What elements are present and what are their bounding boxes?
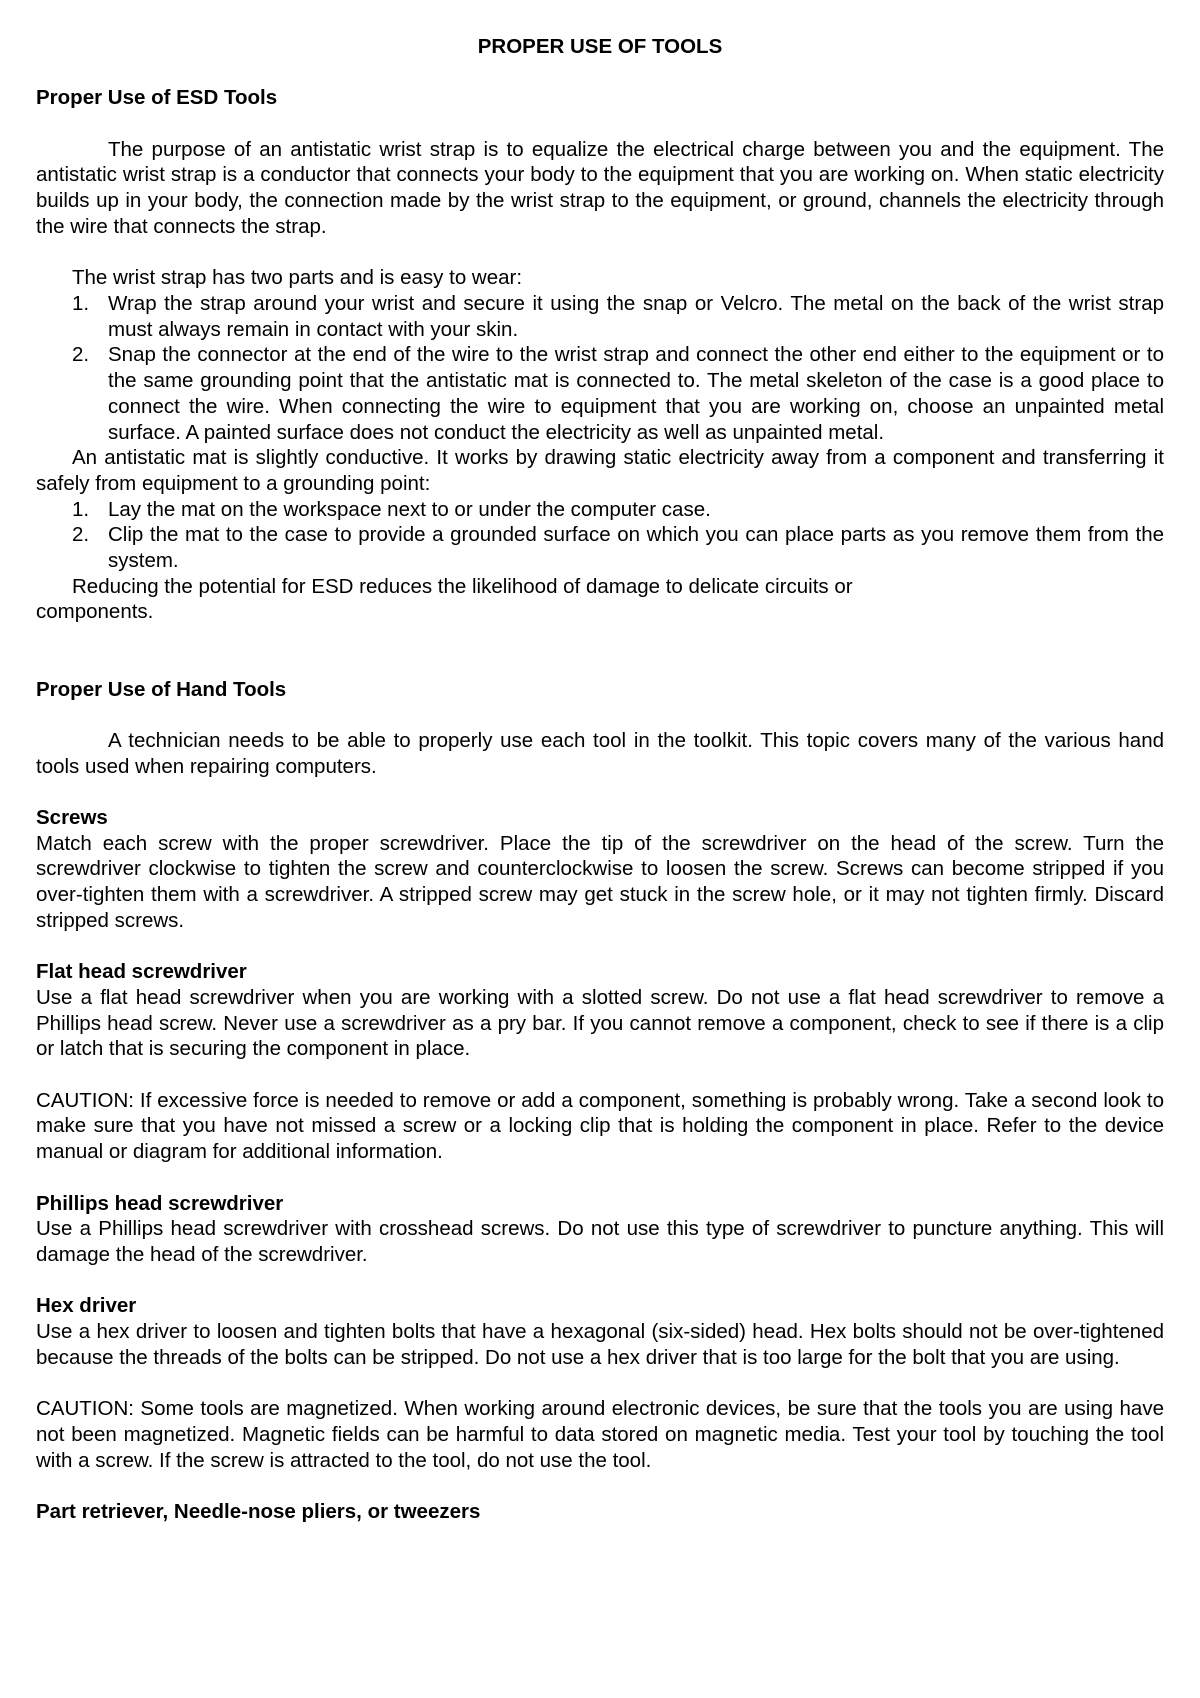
- list-number: 2.: [72, 523, 90, 547]
- list-number: 1.: [72, 497, 90, 521]
- flat-head-caution: CAUTION: If excessive force is needed to remove or add a component, something is probably wrong. Take a second look to make sure that you have not missed a screw or a locking clip that is holding the component in place. Refer to the device manual or diagram for additional information.: [36, 1088, 1164, 1164]
- list-number: 2.: [72, 343, 90, 367]
- flat-head-heading: Flat head screwdriver: [36, 960, 247, 984]
- hex-driver-paragraph: Use a hex driver to loosen and tighten bolts that have a hexagonal (six-sided) head. Hex bolts should not be over-tightened because the threads of the bolts can be stripped. Do not use a hex driver that is too large for the bolt that you are using.: [36, 1320, 1164, 1369]
- list-item-text: Clip the mat to the case to provide a grounded surface on which you can place parts as you remove them from the system.: [108, 523, 1164, 573]
- list-item-text: Wrap the strap around your wrist and secure it using the snap or Velcro. The metal on the back of the wrist strap must always remain in contact with your skin.: [108, 291, 1164, 341]
- screws-paragraph: Match each screw with the proper screwdriver. Place the tip of the screwdriver on the head of the screw. Turn the screwdriver clockwise to tighten the screw and counterclockwise to loosen the screw. Screws can become stripped if you over-tighten them with a screwdriver. A stripped screw may get stuck in the screw hole, or it may not tighten firmly. Discard stripped screws.: [36, 831, 1164, 932]
- wrist-strap-lead: The wrist strap has two parts and is easy to wear:: [72, 266, 523, 290]
- list-item-text: Lay the mat on the workspace next to or under the computer case.: [108, 497, 711, 521]
- esd-intro-paragraph: The purpose of an antistatic wrist strap is to equalize the electrical charge between you and the equipment. The antistatic wrist strap is a conductor that connects your body to the equipment that you are working on. When static electricity builds up in your body, the connection made by the wrist strap to the equipment, or ground, channels the electricity through the wire that connects the strap.: [36, 137, 1164, 238]
- mat-lead-paragraph: An antistatic mat is slightly conductive. It works by drawing static electricity away from a component and transferring it safely from equipment to a grounding point:: [36, 446, 1164, 495]
- list-item: [36, 291, 1164, 342]
- esd-closing-line-2: components.: [36, 600, 154, 624]
- hex-driver-caution: CAUTION: Some tools are magnetized. When working around electronic devices, be sure that the tools you are using have not been magnetized. Magnetic fields can be harmful to data stored on magnetic media. Test your tool by touching the tool with a screw. If the screw is attracted to the tool, do not use the tool.: [36, 1397, 1164, 1472]
- hex-driver-heading: Hex driver: [36, 1294, 137, 1318]
- esd-closing-line-1: Reducing the potential for ESD reduces the likelihood of damage to delicate circuits or: [72, 574, 853, 598]
- esd-section-heading: Proper Use of ESD Tools: [36, 86, 278, 110]
- wrist-strap-steps: [36, 291, 1164, 445]
- document-page: [36, 34, 1164, 1525]
- hand-tools-section-heading: Proper Use of Hand Tools: [36, 677, 287, 701]
- list-item-text: Snap the connector at the end of the wire to the wrist strap and connect the other end either to the equipment or to the same grounding point that the antistatic mat is connected to. The metal skeleton of the case is a good place to connect the wire. When connecting the wire to equipment that you are working on, choose an unpainted metal surface. A painted surface does not conduct the electricity as well as unpainted metal.: [108, 343, 1164, 444]
- phillips-heading: Phillips head screwdriver: [36, 1191, 284, 1215]
- mat-steps: [36, 497, 1164, 574]
- part-retriever-heading: Part retriever, Needle-nose pliers, or tweezers: [36, 1499, 481, 1523]
- hand-tools-intro-paragraph: A technician needs to be able to properly use each tool in the toolkit. This topic covers many of the various hand tools used when repairing computers.: [36, 728, 1164, 778]
- document-title: PROPER USE OF TOOLS: [477, 35, 723, 58]
- list-item: [36, 522, 1164, 573]
- flat-head-paragraph: Use a flat head screwdriver when you are working with a slotted screw. Do not use a flat head screwdriver to remove a Phillips head screw. Never use a screwdriver as a pry bar. If you cannot remove a component, check to see if there is a clip or latch that is securing the component in place.: [36, 985, 1164, 1061]
- phillips-paragraph: Use a Phillips head screwdriver with crosshead screws. Do not use this type of screwdriver to puncture anything. This will damage the head of the screwdriver.: [36, 1217, 1164, 1266]
- list-number: 1.: [72, 291, 90, 315]
- list-item: [36, 342, 1164, 445]
- list-item: [36, 497, 1164, 523]
- screws-heading: Screws: [36, 806, 108, 829]
